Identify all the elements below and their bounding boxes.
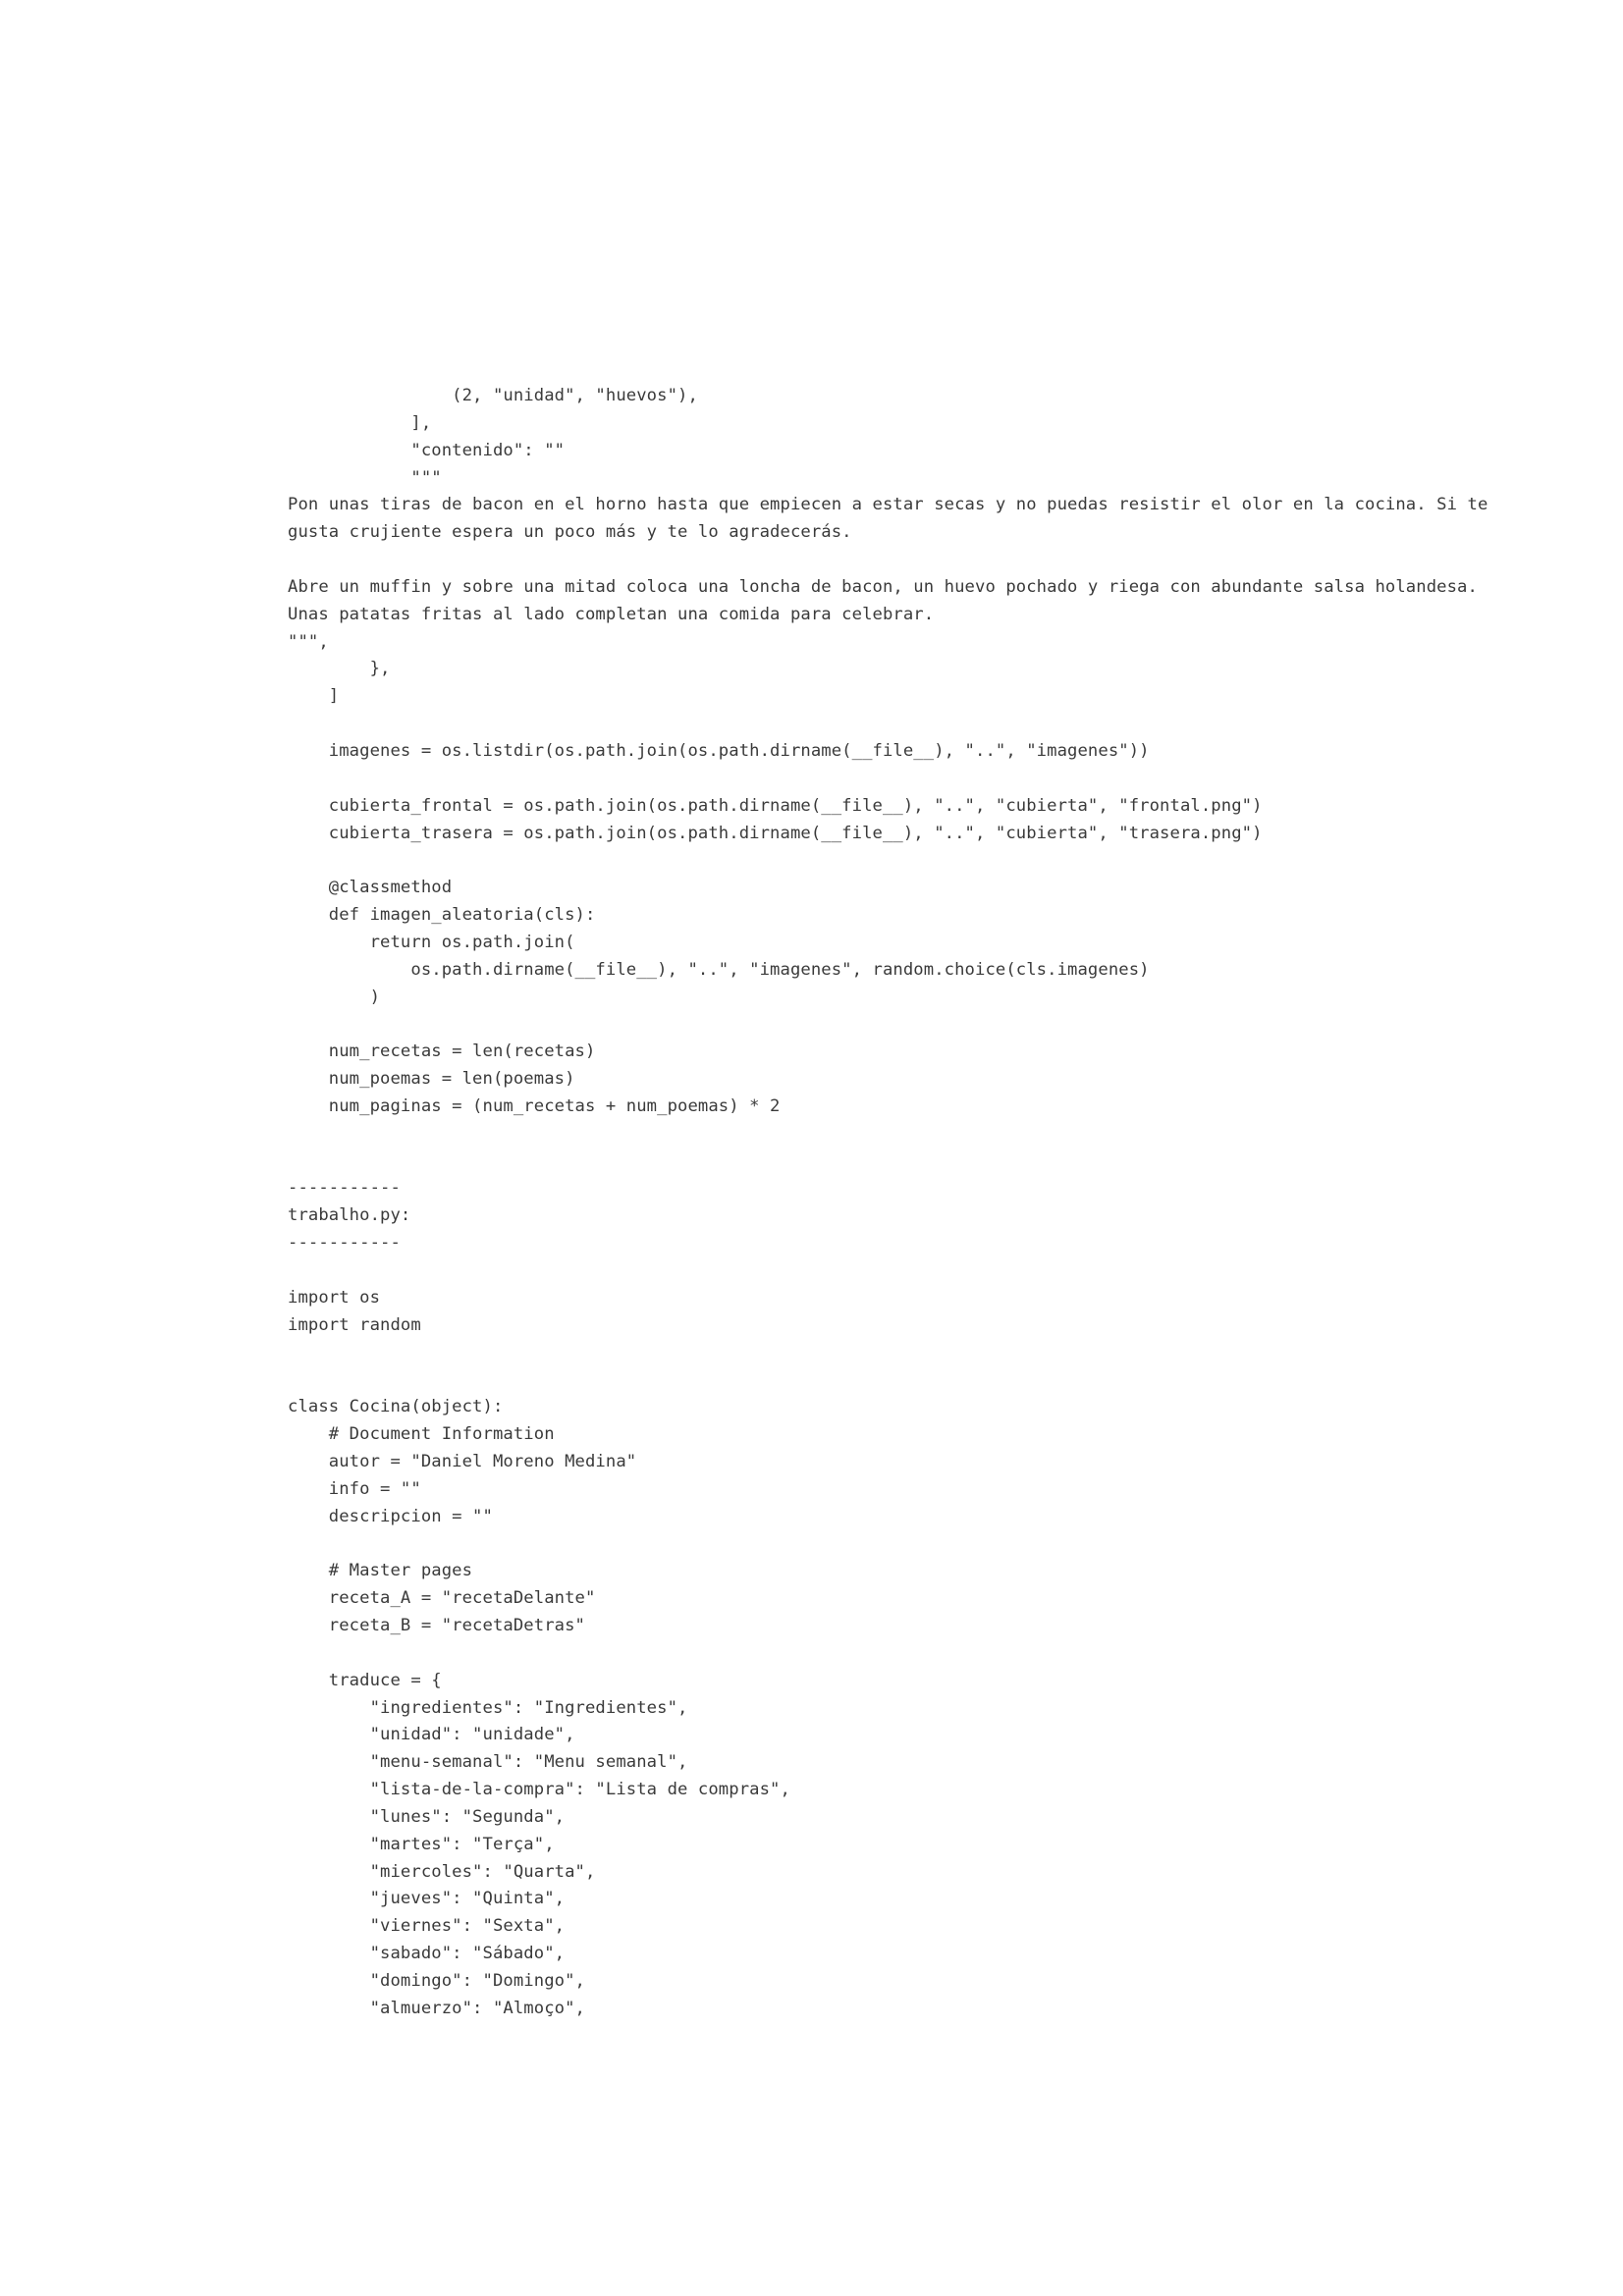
code-line: cubierta_frontal = os.path.join(os.path.dirname(__file__), "..", "cubierta", "frontal.png")	[288, 795, 1263, 816]
code-line: "lunes": "Segunda",	[288, 1806, 566, 1827]
code-line	[288, 711, 1564, 738]
code-line: """,	[288, 631, 329, 652]
code-line: )	[288, 987, 381, 1007]
code-line: import random	[288, 1314, 421, 1335]
code-line: -----------	[288, 1233, 401, 1254]
code-line: class Cocina(object):	[288, 1397, 504, 1417]
code-line	[288, 1257, 1564, 1285]
code-line: Unas patatas fritas al lado completan una comida para celebrar.	[288, 604, 935, 624]
code-line: os.path.dirname(__file__), "..", "imagenes", random.choice(cls.imagenes)	[288, 959, 1150, 980]
code-line: traduce = {	[288, 1670, 442, 1690]
code-line: "domingo": "Domingo",	[288, 1970, 585, 1991]
code-line: (2, "unidad", "huevos"),	[288, 386, 698, 405]
code-line: # Document Information	[288, 1424, 555, 1445]
code-line: """	[288, 467, 442, 488]
code-line: num_recetas = len(recetas)	[288, 1041, 596, 1062]
code-line: Abre un muffin y sobre una mitad coloca una loncha de bacon, un huevo pochado y riega con abundante salsa holandesa.	[288, 576, 1478, 597]
code-line: def imagen_aleatoria(cls):	[288, 905, 596, 926]
code-line: num_poemas = len(poemas)	[288, 1069, 575, 1090]
code-line	[288, 1121, 1564, 1148]
code-line: trabalho.py:	[288, 1205, 411, 1226]
code-line: "miercoles": "Quarta",	[288, 1861, 596, 1882]
code-line: "almuerzo": "Almoço",	[288, 1998, 585, 2018]
code-line: cubierta_trasera = os.path.join(os.path.dirname(__file__), "..", "cubierta", "trasera.png")	[288, 823, 1263, 843]
code-line: imagenes = os.listdir(os.path.join(os.path.dirname(__file__), "..", "imagenes"))	[288, 740, 1150, 761]
code-line	[288, 1366, 1564, 1394]
code-line: gusta crujiente espera un poco más y te lo agradecerás.	[288, 522, 852, 543]
code-line	[288, 547, 1564, 574]
code-line	[288, 1640, 1564, 1668]
code-line: "viernes": "Sexta",	[288, 1916, 566, 1937]
code-line	[288, 1011, 1564, 1039]
code-line	[288, 1148, 1564, 1176]
code-line	[288, 1530, 1564, 1558]
code-line: ]	[288, 686, 340, 707]
code-line: autor = "Daniel Moreno Medina"	[288, 1451, 637, 1471]
code-line: import os	[288, 1287, 381, 1308]
code-line: "ingredientes": "Ingredientes",	[288, 1697, 688, 1718]
code-line: return os.path.join(	[288, 932, 575, 952]
code-line: # Master pages	[288, 1561, 473, 1581]
code-line: "unidad": "unidade",	[288, 1725, 575, 1745]
code-listing	[288, 383, 1564, 2023]
code-line: "menu-semanal": "Menu semanal",	[288, 1752, 688, 1773]
code-line: "martes": "Terça",	[288, 1834, 555, 1854]
code-line: "jueves": "Quinta",	[288, 1889, 566, 1909]
code-line: "sabado": "Sábado",	[288, 1944, 566, 1964]
code-line: },	[288, 659, 391, 679]
code-line: -----------	[288, 1178, 401, 1199]
code-line: @classmethod	[288, 878, 453, 898]
code-line: num_paginas = (num_recetas + num_poemas) * 2	[288, 1095, 781, 1116]
code-line: receta_A = "recetaDelante"	[288, 1588, 596, 1609]
code-line: descripcion = ""	[288, 1506, 493, 1526]
code-line: "lista-de-la-compra": "Lista de compras",	[288, 1780, 790, 1800]
code-line	[288, 1340, 1564, 1367]
code-line: "contenido": ""	[288, 440, 566, 460]
code-line: ],	[288, 412, 432, 433]
code-line: info = ""	[288, 1478, 421, 1499]
code-line: Pon unas tiras de bacon en el horno hasta que empiecen a estar secas y no puedas resistir el olor en la cocina. Si te	[288, 495, 1488, 515]
code-line: receta_B = "recetaDetras"	[288, 1615, 585, 1635]
code-line	[288, 766, 1564, 793]
code-line	[288, 847, 1564, 875]
